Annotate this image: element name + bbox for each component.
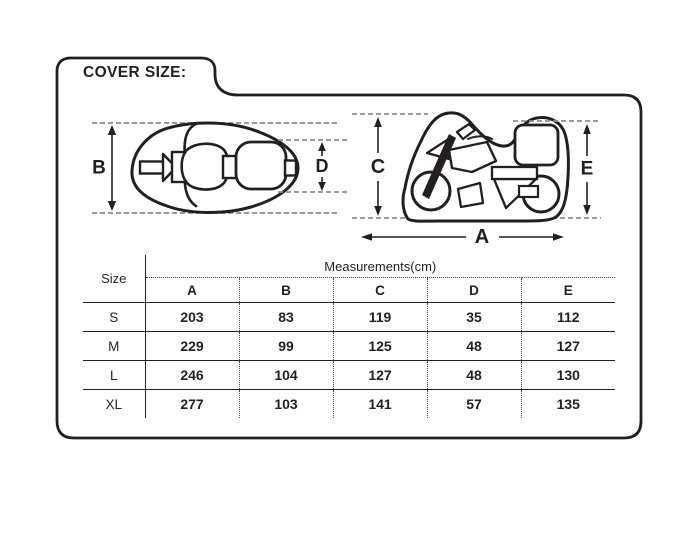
rear-box	[515, 125, 558, 165]
page-title: COVER SIZE:	[83, 64, 187, 81]
dimension-label-b: B	[92, 157, 106, 179]
size-label: XL	[83, 390, 145, 419]
table-row-s	[83, 303, 615, 332]
size-measurements-table	[83, 255, 615, 418]
tail-top-view	[285, 161, 296, 176]
column-header-e: E	[563, 282, 573, 298]
value-cell: 57	[427, 390, 521, 419]
table-header-row-columns	[83, 278, 615, 303]
dimension-label-c: C	[370, 156, 386, 178]
front-axle-top-view	[140, 162, 164, 174]
dimension-label-a: A	[474, 226, 490, 248]
value-cell: 99	[239, 332, 333, 361]
table-row-m	[83, 332, 615, 361]
value-cell: 104	[239, 361, 333, 390]
seat-top-view	[236, 142, 286, 189]
column-header-a: A	[145, 278, 239, 303]
value-cell: 125	[333, 332, 427, 361]
measurements-header: Measurements(cm)	[145, 255, 615, 278]
value-cell: 48	[427, 361, 521, 390]
value-cell: 135	[521, 390, 615, 419]
value-cell: 203	[145, 303, 239, 332]
size-label: M	[83, 332, 145, 361]
dimension-label-d: D	[315, 156, 329, 176]
rear-lower-panel	[519, 186, 538, 197]
dimension-label-e: E	[580, 158, 594, 180]
value-cell: 127	[521, 332, 615, 361]
value-cell: 83	[239, 303, 333, 332]
value-cell: 229	[145, 332, 239, 361]
size-label: L	[83, 361, 145, 390]
size-label: S	[83, 303, 145, 332]
value-cell: 277	[145, 390, 239, 419]
column-header-c: C	[333, 278, 427, 303]
value-cell: 127	[333, 361, 427, 390]
size-column-header: Size	[83, 255, 145, 303]
value-cell: 130	[521, 361, 615, 390]
value-cell: 48	[427, 332, 521, 361]
column-header-d: D	[427, 278, 521, 303]
tank-top-view	[182, 144, 229, 190]
value-cell: 35	[427, 303, 521, 332]
value-cell: 141	[333, 390, 427, 419]
table-header-row-measurements	[83, 255, 615, 278]
value-cell: 112	[521, 303, 615, 332]
table-row-l	[83, 361, 615, 390]
value-cell: 103	[239, 390, 333, 419]
engine-frame	[492, 167, 537, 179]
column-header-b: B	[239, 278, 333, 303]
value-cell: 119	[333, 303, 427, 332]
value-cell: 246	[145, 361, 239, 390]
table-row-xl	[83, 390, 615, 419]
